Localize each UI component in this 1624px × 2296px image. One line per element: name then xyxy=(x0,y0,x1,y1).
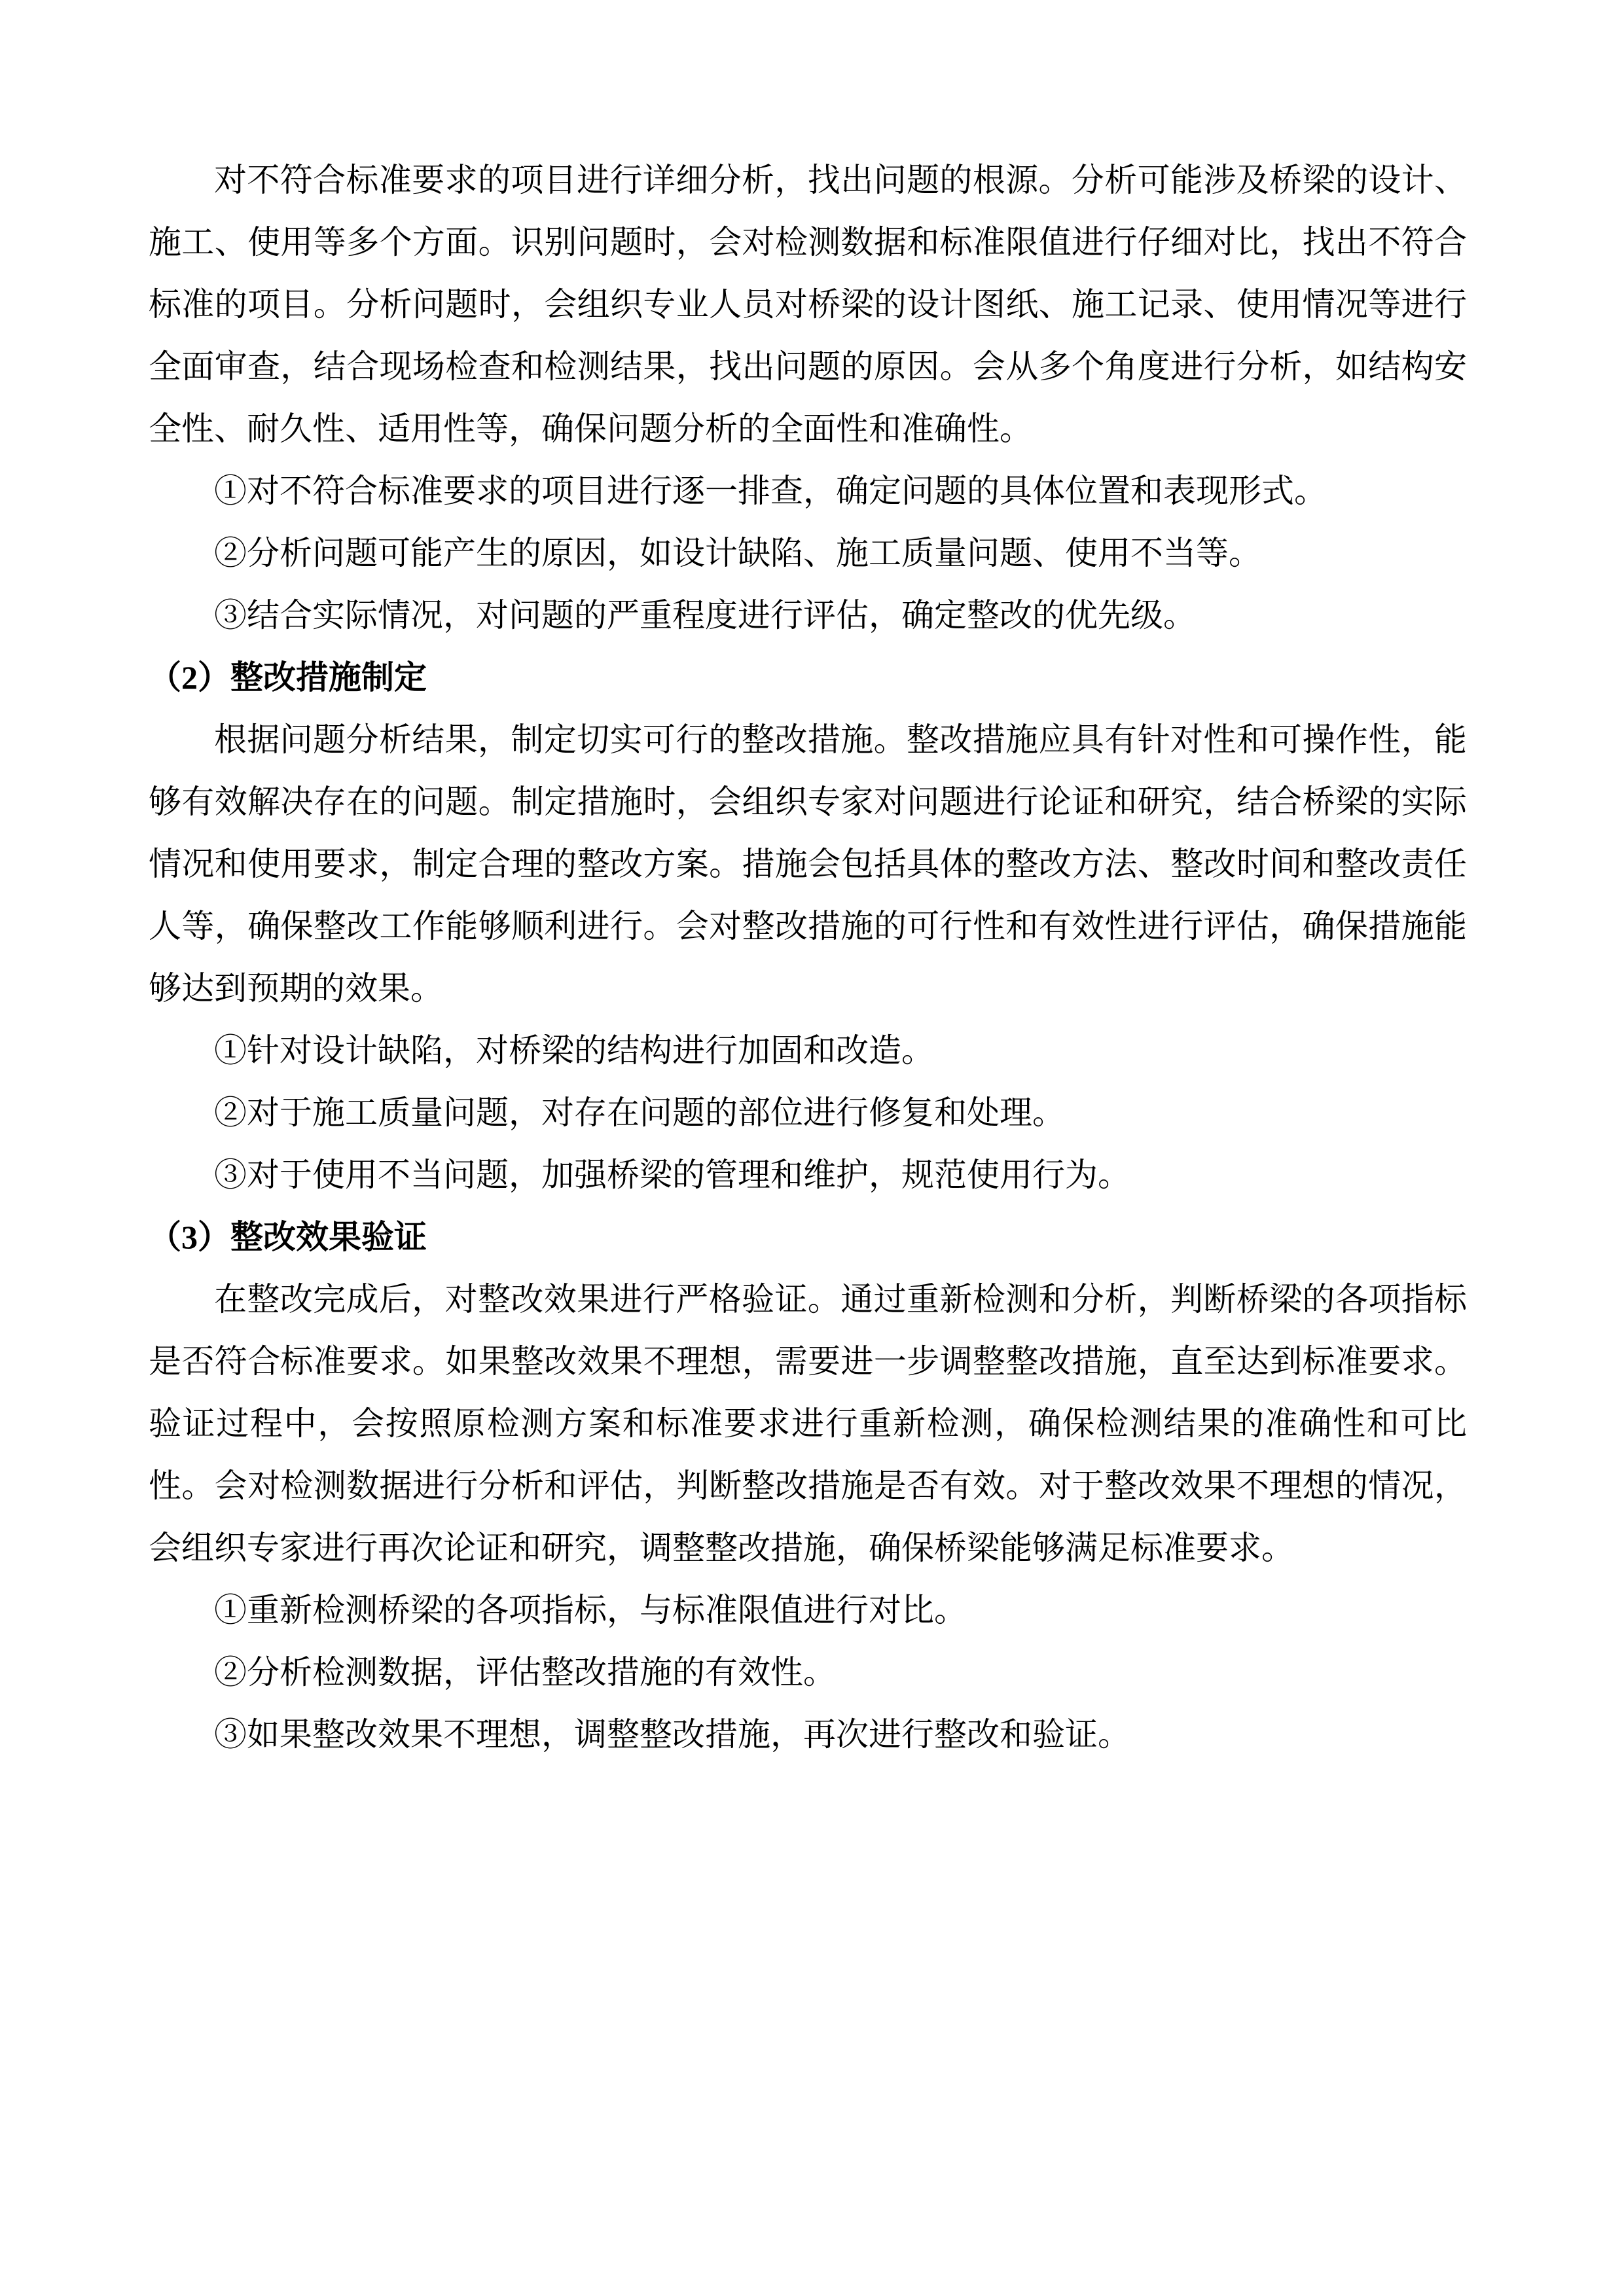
paragraph-problem-analysis: 对不符合标准要求的项目进行详细分析，找出问题的根源。分析可能涉及桥梁的设计、施工、使用等多个方面。识别问题时，会对检测数据和标准限值进行仔细对比，找出不符合标准的项目。分析问题时，会组织专业人员对桥梁的设计图纸、施工记录、使用情况等进行全面审查，结合现场检查和检测结果，找出问题的原因。会从多个角度进行分析，如结构安全性、耐久性、适用性等，确保问题分析的全面性和准确性。 xyxy=(149,162,1467,447)
list-item-analysis-3: ③结合实际情况，对问题的严重程度进行评估，确定整改的优先级。 xyxy=(214,597,1196,634)
list-item-verification-1: ①重新检测桥梁的各项指标，与标准限值进行对比。 xyxy=(214,1592,967,1628)
list-item-measures-3: ③对于使用不当问题，加强桥梁的管理和维护，规范使用行为。 xyxy=(214,1157,1130,1193)
list-item-measures-1: ①针对设计缺陷，对桥梁的结构进行加固和改造。 xyxy=(214,1032,934,1069)
list-item-analysis-1: ①对不符合标准要求的项目进行逐一排查，确定问题的具体位置和表现形式。 xyxy=(214,473,1327,509)
paragraph-effect-verification: 在整改完成后，对整改效果进行严格验证。通过重新检测和分析，判断桥梁的各项指标是否符合标准要求。如果整改效果不理想，需要进一步调整整改措施，直至达到标准要求。验证过程中，会按照原检测方案和标准要求进行重新检测，确保检测结果的准确性和可比性。会对检测数据进行分析和评估，判断整改措施是否有效。对于整改效果不理想的情况，会组织专家进行再次论证和研究，调整整改措施，确保桥梁能够满足标准要求。 xyxy=(149,1281,1467,1566)
section-heading-3-effect-verification: （3）整改效果验证 xyxy=(149,1219,427,1255)
section-heading-2-rectification-measures: （2）整改措施制定 xyxy=(149,659,427,696)
list-item-verification-3: ③如果整改效果不理想，调整整改措施，再次进行整改和验证。 xyxy=(214,1716,1130,1753)
paragraph-rectification-measures: 根据问题分析结果，制定切实可行的整改措施。整改措施应具有针对性和可操作性，能够有效解决存在的问题。制定措施时，会组织专家对问题进行论证和研究，结合桥梁的实际情况和使用要求，制定合理的整改方案。措施会包括具体的整改方法、整改时间和整改责任人等，确保整改工作能够顺利进行。会对整改措施的可行性和有效性进行评估，确保措施能够达到预期的效果。 xyxy=(149,721,1467,1007)
list-item-measures-2: ②对于施工质量问题，对存在问题的部位进行修复和处理。 xyxy=(214,1094,1065,1131)
list-item-analysis-2: ②分析问题可能产生的原因，如设计缺陷、施工质量问题、使用不当等。 xyxy=(214,535,1261,571)
document-content xyxy=(149,149,1467,1766)
list-item-verification-2: ②分析检测数据，评估整改措施的有效性。 xyxy=(214,1654,836,1691)
